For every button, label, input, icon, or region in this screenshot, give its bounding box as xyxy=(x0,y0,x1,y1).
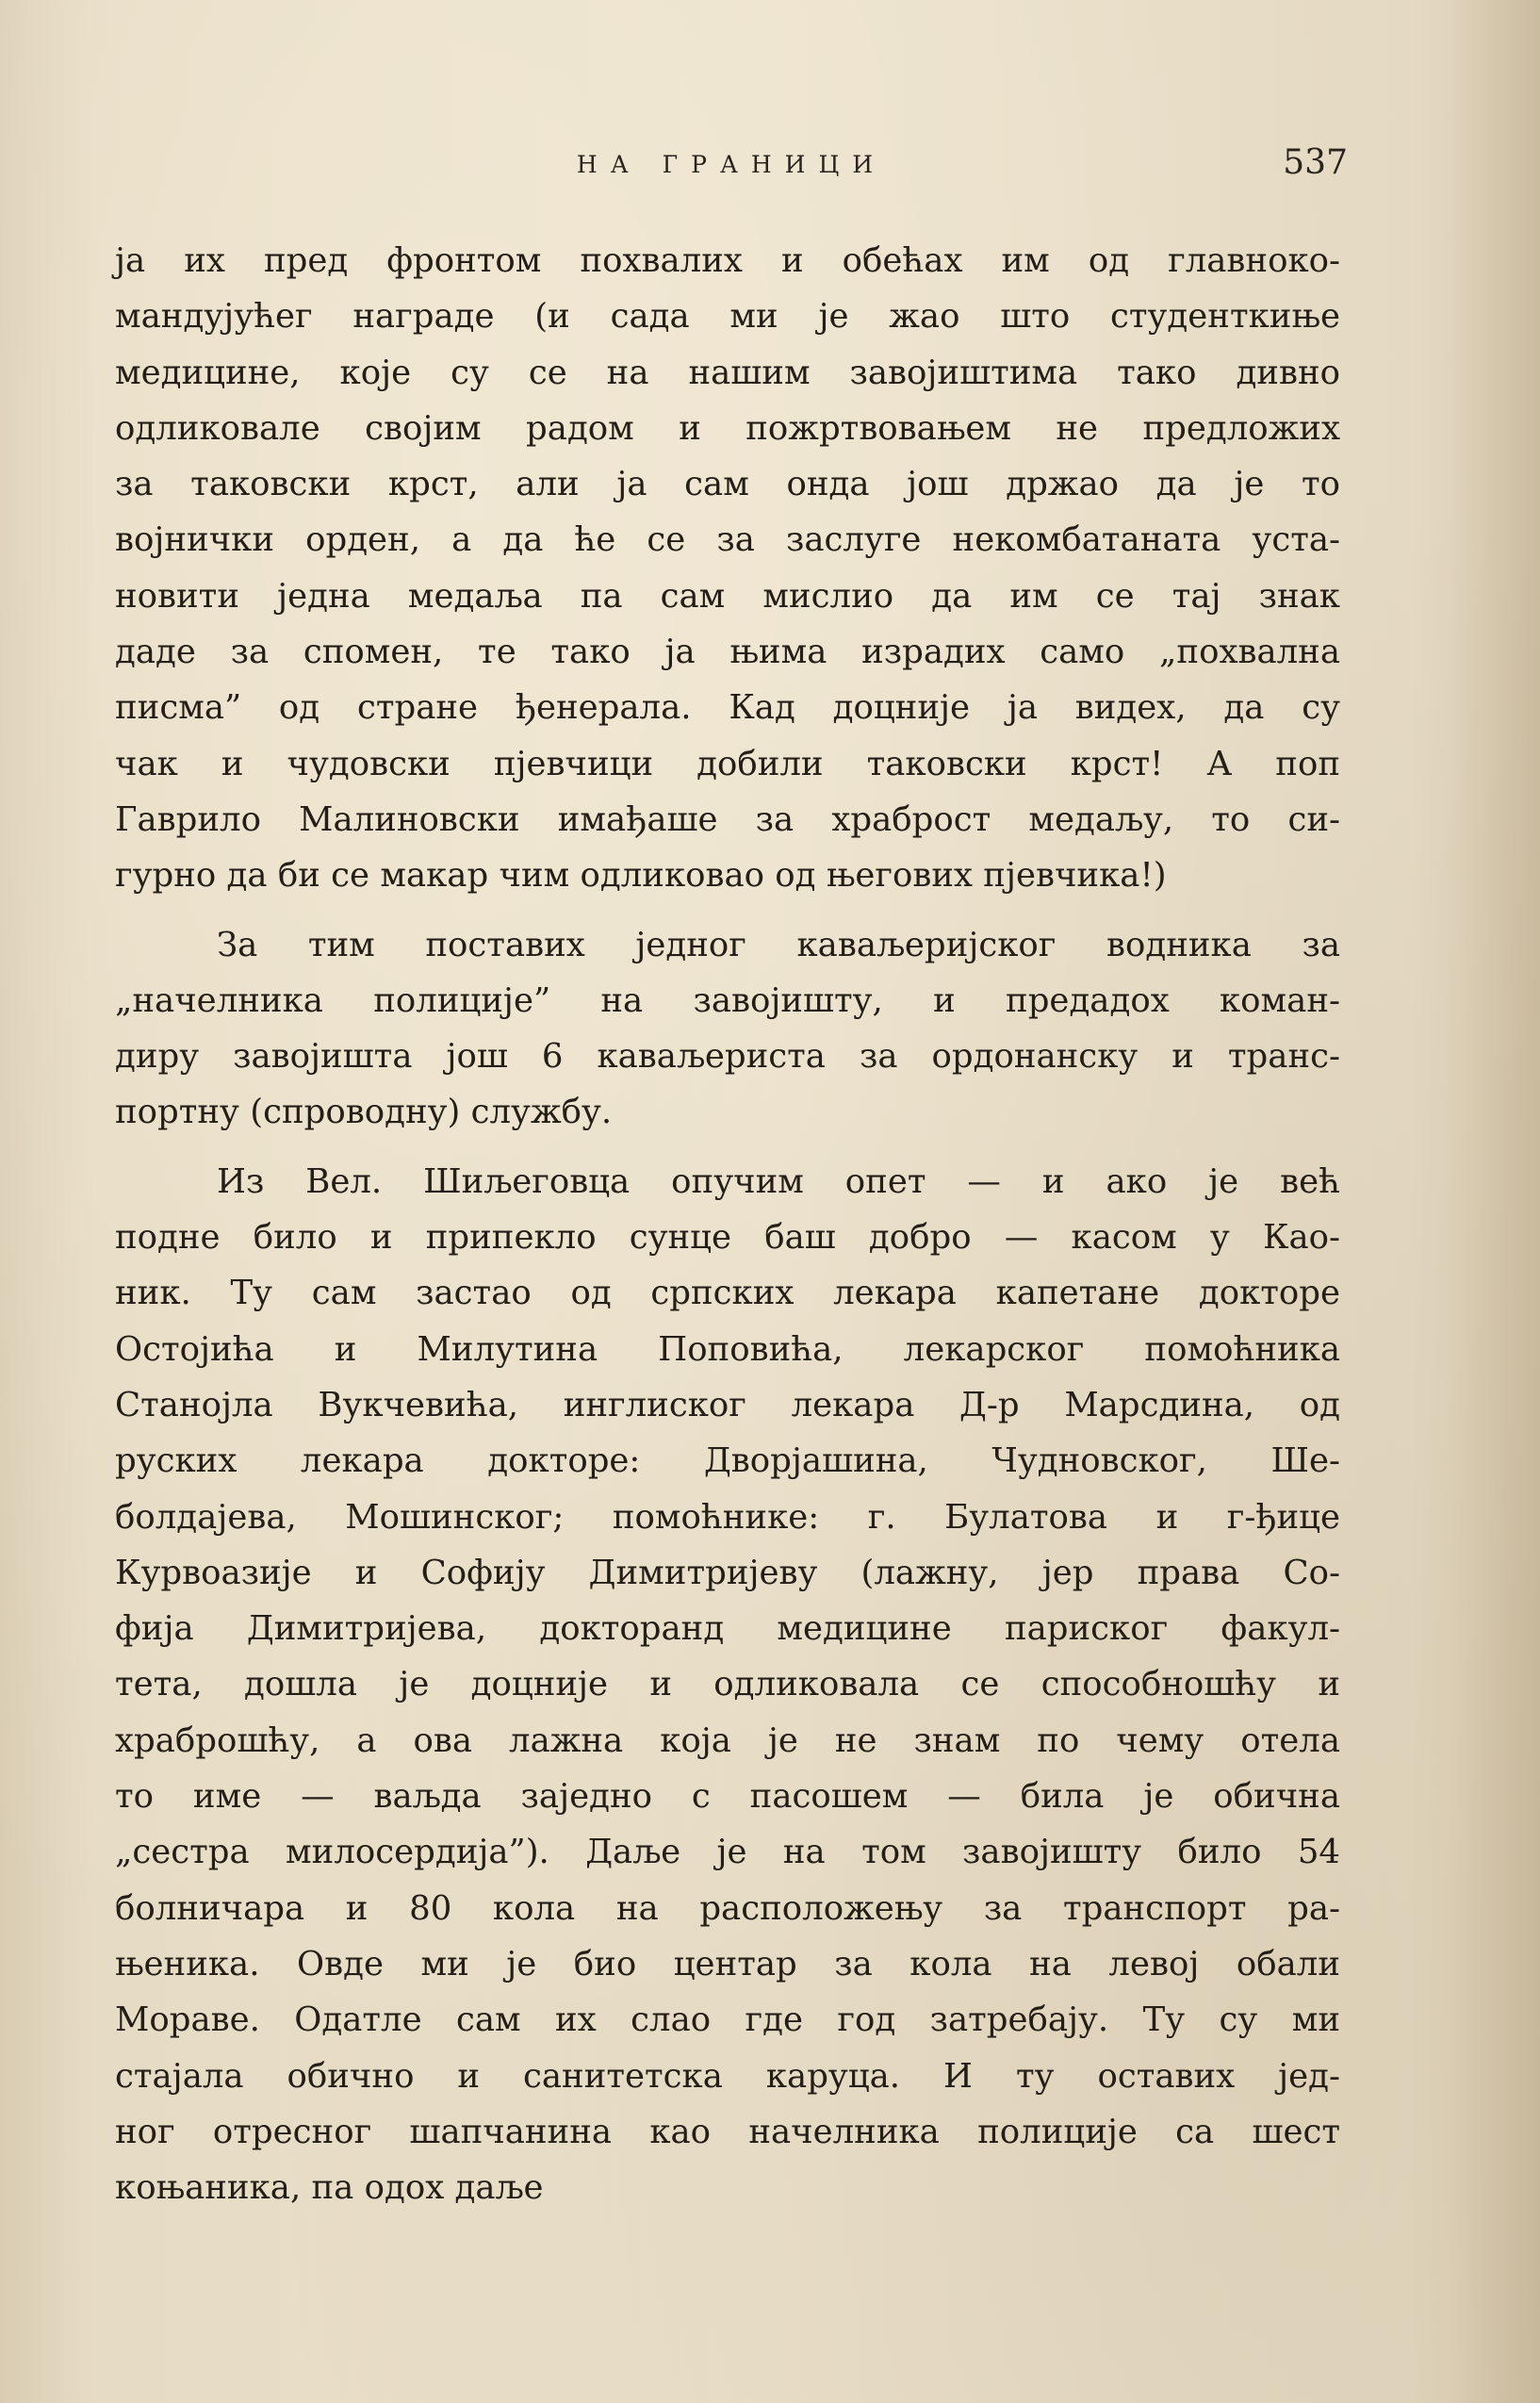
page-header xyxy=(115,143,1348,190)
text-line: ник. Ту сам застао од српских лекара капетане докторе xyxy=(115,1274,1340,1313)
text-line: стајала обично и санитетска каруца. И ту оставих јед- xyxy=(115,2056,1340,2096)
text-line: њеника. Овде ми је био центар за кола на левој обали xyxy=(115,1944,1340,1983)
text-line: ног отресног шапчанина као начелника полиције са шест xyxy=(115,2112,1340,2151)
text-line: Станојла Вукчевића, инглиског лекара Д-р Марсдина, од xyxy=(115,1385,1340,1424)
text-line: Гаврило Малиновски имађаше за храброст медаљу, то си- xyxy=(115,799,1340,839)
text-line: храброшћу, а ова лажна која је не знам по чему отела xyxy=(115,1720,1340,1760)
text-line: то име — ваљда заједно с пасошем — била је обична xyxy=(115,1777,1340,1817)
text-line: војнички орден, а да ће се за заслуге некомбатаната уста- xyxy=(115,520,1340,560)
text-line: новити једна медаља па сам мислио да им се тај знак xyxy=(115,576,1340,616)
text-line: Из Вел. Шиљеговца опучим опет — и ако је већ xyxy=(217,1161,1340,1201)
text-line: ја их пред фронтом похвалих и обећах им од главноко- xyxy=(115,241,1340,280)
text-line: Курвоазије и Софију Димитријеву (лажну, јер права Со- xyxy=(115,1553,1340,1592)
text-line: „начелника полиције” на завојишту, и предадох коман- xyxy=(115,980,1340,1020)
text-line: одликовале својим радом и пожртвовањем не предложих xyxy=(115,408,1340,448)
text-line: чак и чудовски пјевчици добили таковски крст! А поп xyxy=(115,744,1340,783)
text-line: портну (спроводну) службу. xyxy=(115,1093,613,1132)
text-line: медицине, које су се на нашим завојиштима тако дивно xyxy=(115,353,1340,392)
text-line: гурно да би се макар чим одликовао од његових пјевчика!) xyxy=(115,856,1167,896)
paragraph xyxy=(115,233,1340,904)
text-line: „сестра милосердија”). Даље је на том завојишту било 54 xyxy=(115,1833,1340,1872)
text-line: руских лекара докторе: Дворјашина, Чудновског, Ше- xyxy=(115,1441,1340,1481)
text-line: болдајева, Мошинског; помоћнике: г. Булатова и г-ђице xyxy=(115,1497,1340,1537)
text-line: писма” од стране ђенерала. Кад доцније ја видех, да су xyxy=(115,688,1340,728)
text-line: Мораве. Одатле сам их слао где год затребају. Ту су ми xyxy=(115,2000,1340,2040)
text-line: За тим поставих једног каваљеријског водника за xyxy=(217,925,1340,964)
text-line: подне било и припекло сунце баш добро — касом у Као- xyxy=(115,1218,1340,1258)
paragraph xyxy=(115,1154,1340,2216)
text-line: коњаника, па одох даље xyxy=(115,2168,544,2208)
text-line: фија Димитријева, докторанд медицине париског факул- xyxy=(115,1609,1340,1649)
text-line: за таковски крст, али ја сам онда још држао да је то xyxy=(115,465,1340,504)
text-line: Остојића и Милутина Поповића, лекарског помоћника xyxy=(115,1329,1340,1369)
text-line: диру завојишта још 6 каваљериста за ордонанску и транс- xyxy=(115,1037,1340,1077)
body-text xyxy=(115,233,1340,2215)
text-line: тета, дошла је доцније и одликовала се способношћу и xyxy=(115,1665,1340,1704)
text-line: мандујућег награде (и сада ми је жао што студенткиње xyxy=(115,297,1340,337)
text-line: болничара и 80 кола на расположењу за транспорт ра- xyxy=(115,1888,1340,1928)
paragraph xyxy=(115,917,1340,1141)
running-head: НА ГРАНИЦИ xyxy=(576,151,887,178)
page-number: 537 xyxy=(1283,143,1348,182)
page-edge-stain xyxy=(1408,0,1540,2403)
text-line: даде за спомен, те тако ја њима израдих само „похвална xyxy=(115,633,1340,672)
